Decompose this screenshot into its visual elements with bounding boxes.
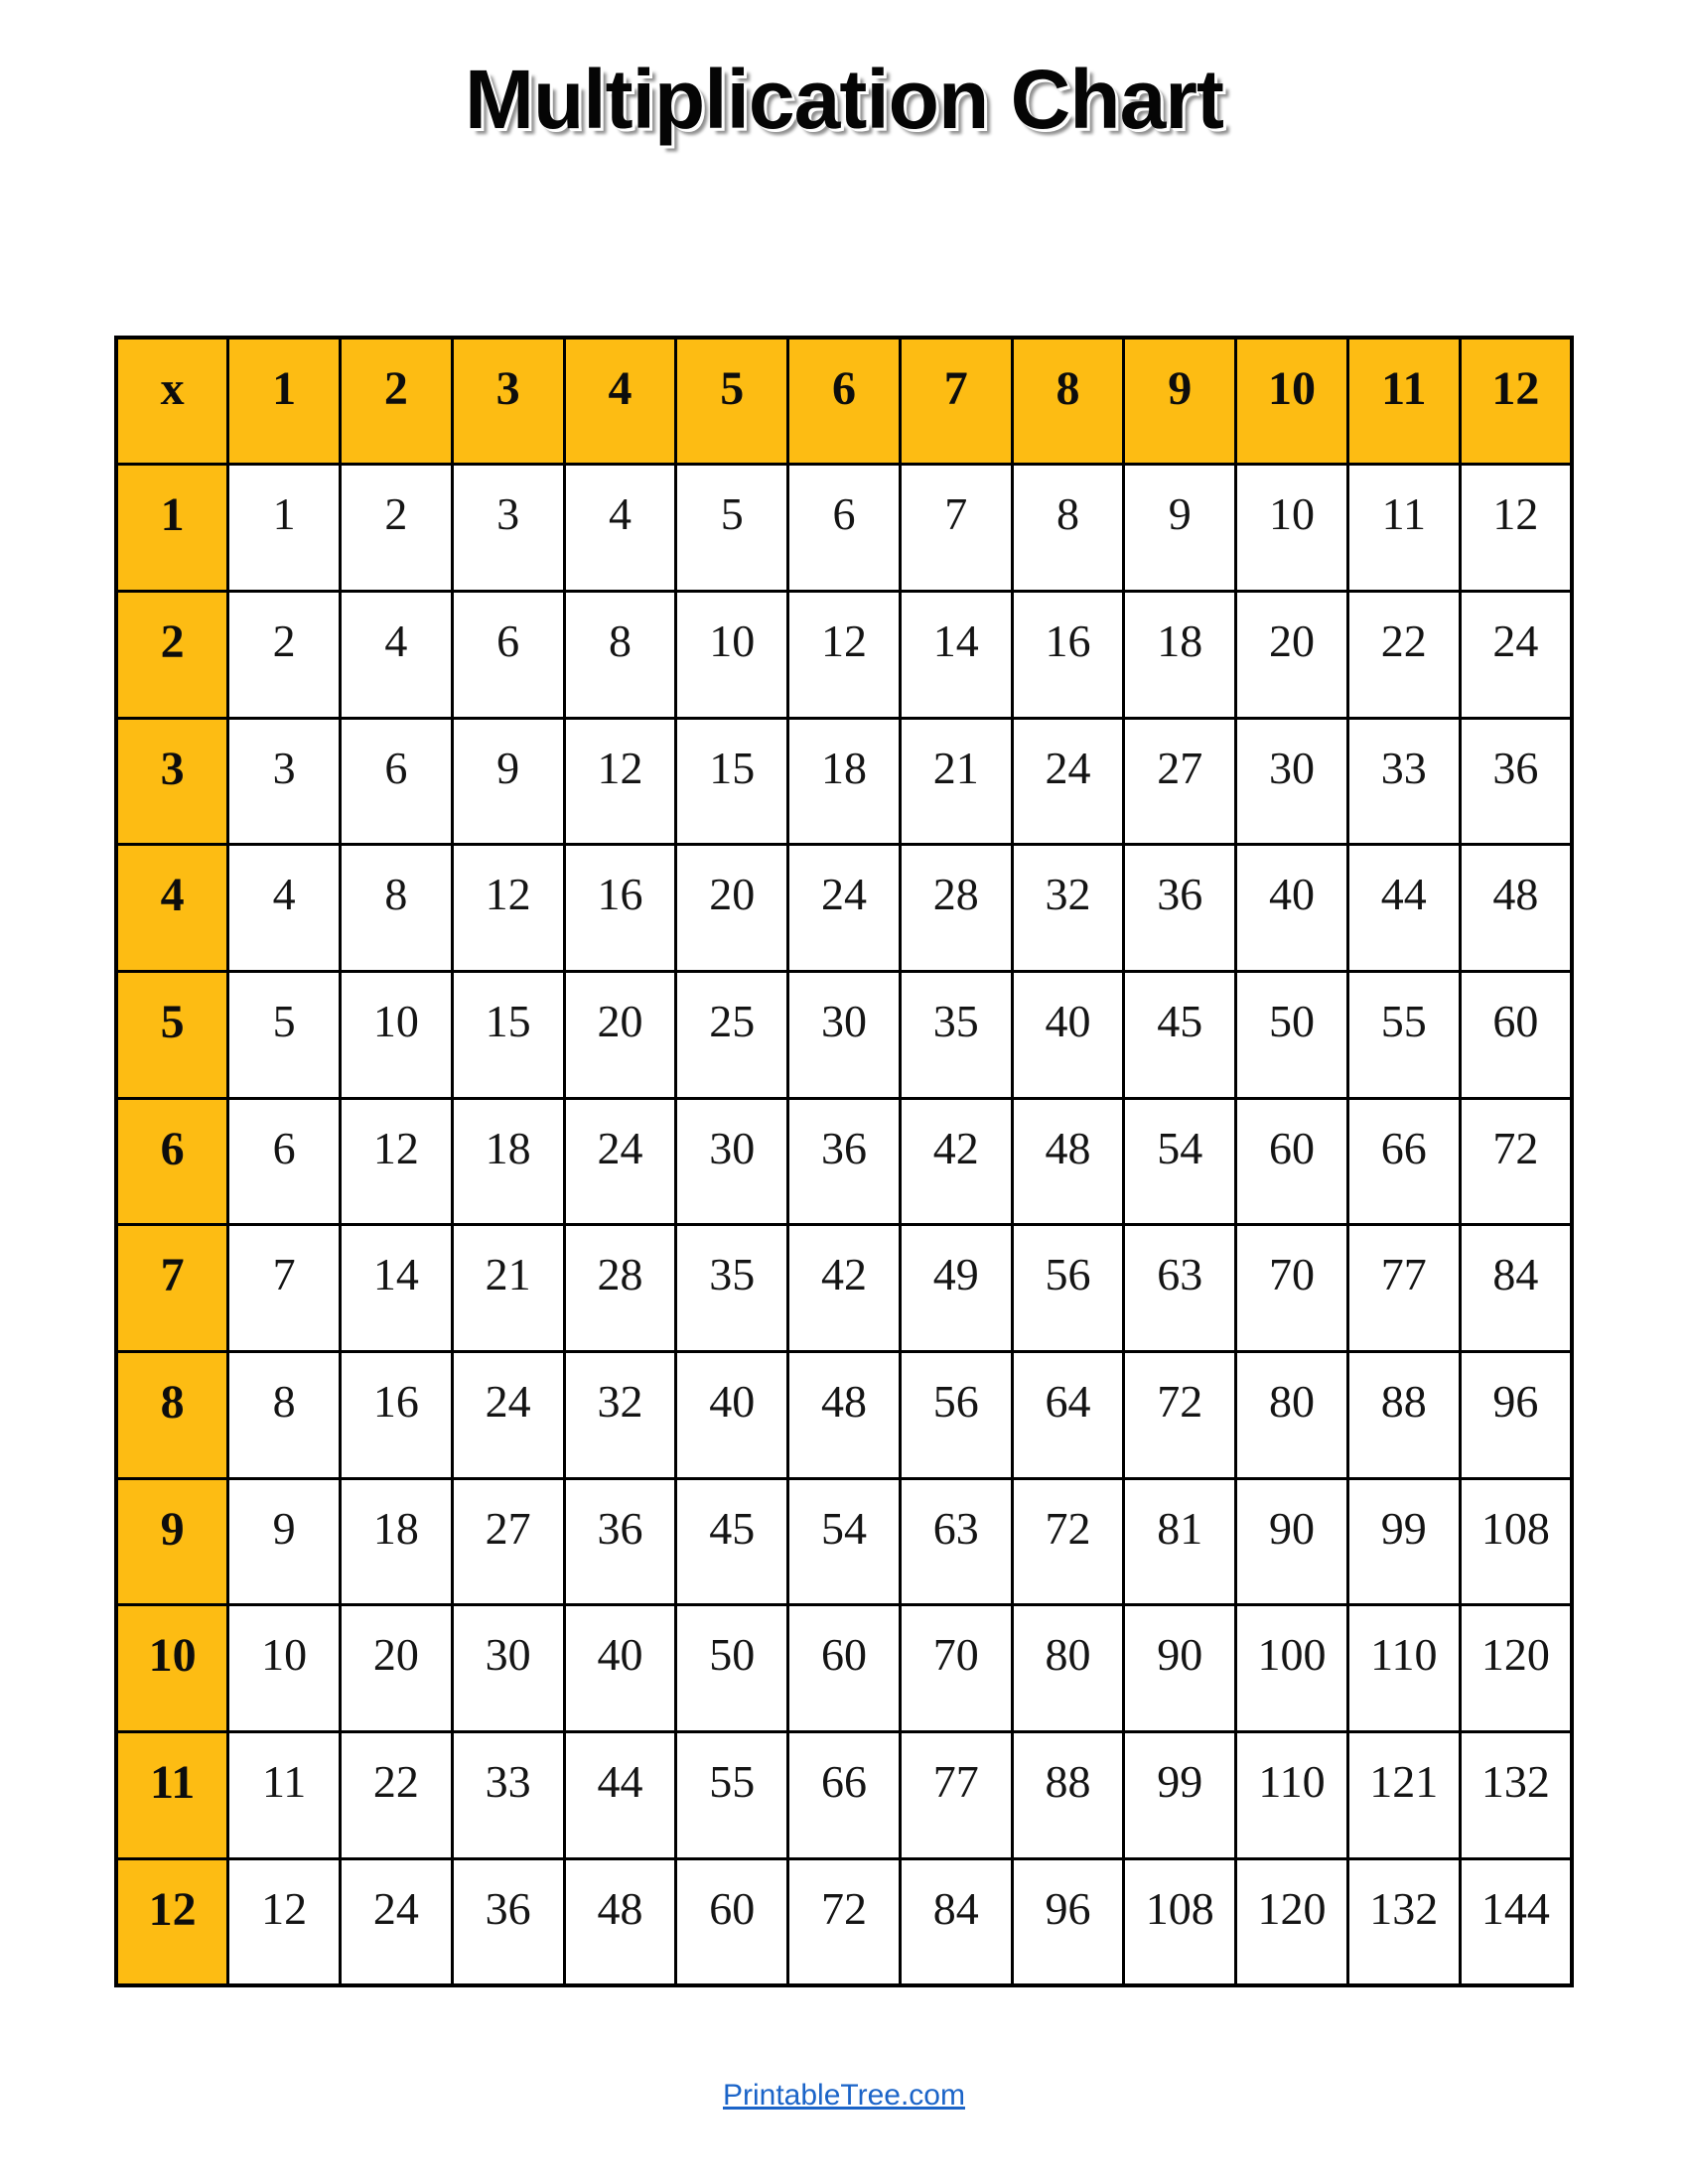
- product-cell: 12: [228, 1858, 341, 1985]
- product-cell: 11: [228, 1732, 341, 1859]
- product-cell: 36: [1460, 718, 1572, 845]
- product-cell: 44: [1347, 845, 1460, 972]
- table-row: [116, 1858, 1572, 1985]
- product-cell: 9: [452, 718, 564, 845]
- product-cell: 25: [676, 971, 788, 1098]
- product-cell: 24: [452, 1352, 564, 1479]
- product-cell: 30: [1236, 718, 1348, 845]
- table-row: [116, 971, 1572, 1098]
- product-cell: 63: [1124, 1225, 1236, 1352]
- product-cell: 77: [1347, 1225, 1460, 1352]
- printabletree-link[interactable]: PrintableTree.com: [723, 2079, 965, 2112]
- product-cell: 36: [452, 1858, 564, 1985]
- table-row: [116, 1478, 1572, 1605]
- product-cell: 8: [564, 591, 676, 718]
- product-cell: 12: [564, 718, 676, 845]
- product-cell: 20: [564, 971, 676, 1098]
- product-cell: 33: [452, 1732, 564, 1859]
- product-cell: 72: [1460, 1098, 1572, 1225]
- product-cell: 10: [341, 971, 453, 1098]
- table-row: [116, 465, 1572, 592]
- product-cell: 108: [1460, 1478, 1572, 1605]
- product-cell: 70: [900, 1605, 1012, 1732]
- product-cell: 42: [788, 1225, 901, 1352]
- product-cell: 36: [564, 1478, 676, 1605]
- product-cell: 8: [228, 1352, 341, 1479]
- product-cell: 32: [564, 1352, 676, 1479]
- product-cell: 36: [1124, 845, 1236, 972]
- product-cell: 48: [564, 1858, 676, 1985]
- column-header-cell: 7: [900, 338, 1012, 465]
- product-cell: 66: [788, 1732, 901, 1859]
- product-cell: 21: [452, 1225, 564, 1352]
- row-header-cell: 7: [116, 1225, 228, 1352]
- product-cell: 20: [341, 1605, 453, 1732]
- column-header-cell: 8: [1012, 338, 1124, 465]
- product-cell: 10: [228, 1605, 341, 1732]
- product-cell: 49: [900, 1225, 1012, 1352]
- product-cell: 10: [1236, 465, 1348, 592]
- product-cell: 40: [1012, 971, 1124, 1098]
- product-cell: 8: [341, 845, 453, 972]
- product-cell: 20: [676, 845, 788, 972]
- product-cell: 40: [676, 1352, 788, 1479]
- product-cell: 16: [341, 1352, 453, 1479]
- product-cell: 60: [676, 1858, 788, 1985]
- product-cell: 22: [1347, 591, 1460, 718]
- table-row: [116, 591, 1572, 718]
- product-cell: 6: [452, 591, 564, 718]
- product-cell: 3: [452, 465, 564, 592]
- product-cell: 12: [452, 845, 564, 972]
- product-cell: 8: [1012, 465, 1124, 592]
- product-cell: 12: [788, 591, 901, 718]
- row-header-cell: 4: [116, 845, 228, 972]
- column-header-cell: 1: [228, 338, 341, 465]
- product-cell: 24: [1460, 591, 1572, 718]
- product-cell: 64: [1012, 1352, 1124, 1479]
- column-header-cell: 9: [1124, 338, 1236, 465]
- row-header-cell: 5: [116, 971, 228, 1098]
- table-row: [116, 1732, 1572, 1859]
- product-cell: 15: [676, 718, 788, 845]
- product-cell: 33: [1347, 718, 1460, 845]
- multiplication-table-body: [116, 338, 1572, 1985]
- product-cell: 4: [228, 845, 341, 972]
- product-cell: 60: [1460, 971, 1572, 1098]
- product-cell: 14: [900, 591, 1012, 718]
- product-cell: 6: [788, 465, 901, 592]
- product-cell: 24: [1012, 718, 1124, 845]
- product-cell: 20: [1236, 591, 1348, 718]
- product-cell: 63: [900, 1478, 1012, 1605]
- product-cell: 77: [900, 1732, 1012, 1859]
- product-cell: 60: [788, 1605, 901, 1732]
- footer: [0, 2079, 1688, 2113]
- product-cell: 96: [1012, 1858, 1124, 1985]
- product-cell: 4: [564, 465, 676, 592]
- table-row: [116, 718, 1572, 845]
- product-cell: 4: [341, 591, 453, 718]
- product-cell: 22: [341, 1732, 453, 1859]
- column-header-cell: 11: [1347, 338, 1460, 465]
- product-cell: 15: [452, 971, 564, 1098]
- product-cell: 99: [1347, 1478, 1460, 1605]
- product-cell: 54: [1124, 1098, 1236, 1225]
- product-cell: 42: [900, 1098, 1012, 1225]
- table-row: [116, 1098, 1572, 1225]
- product-cell: 120: [1236, 1858, 1348, 1985]
- product-cell: 18: [1124, 591, 1236, 718]
- product-cell: 48: [1012, 1098, 1124, 1225]
- table-row: [116, 1225, 1572, 1352]
- column-header-cell: 10: [1236, 338, 1348, 465]
- product-cell: 9: [1124, 465, 1236, 592]
- product-cell: 108: [1124, 1858, 1236, 1985]
- row-header-cell: 3: [116, 718, 228, 845]
- product-cell: 60: [1236, 1098, 1348, 1225]
- column-header-cell: 5: [676, 338, 788, 465]
- table-row: [116, 1352, 1572, 1479]
- product-cell: 110: [1347, 1605, 1460, 1732]
- product-cell: 40: [564, 1605, 676, 1732]
- product-cell: 30: [788, 971, 901, 1098]
- product-cell: 88: [1012, 1732, 1124, 1859]
- product-cell: 120: [1460, 1605, 1572, 1732]
- product-cell: 88: [1347, 1352, 1460, 1479]
- product-cell: 56: [1012, 1225, 1124, 1352]
- product-cell: 2: [341, 465, 453, 592]
- row-header-cell: 9: [116, 1478, 228, 1605]
- column-header-cell: 4: [564, 338, 676, 465]
- product-cell: 54: [788, 1478, 901, 1605]
- product-cell: 12: [1460, 465, 1572, 592]
- product-cell: 24: [341, 1858, 453, 1985]
- product-cell: 18: [341, 1478, 453, 1605]
- product-cell: 16: [564, 845, 676, 972]
- product-cell: 35: [676, 1225, 788, 1352]
- row-header-cell: 10: [116, 1605, 228, 1732]
- product-cell: 81: [1124, 1478, 1236, 1605]
- product-cell: 9: [228, 1478, 341, 1605]
- product-cell: 32: [1012, 845, 1124, 972]
- table-header-row: [116, 338, 1572, 465]
- product-cell: 72: [1124, 1352, 1236, 1479]
- product-cell: 44: [564, 1732, 676, 1859]
- product-cell: 80: [1012, 1605, 1124, 1732]
- product-cell: 84: [900, 1858, 1012, 1985]
- product-cell: 21: [900, 718, 1012, 845]
- product-cell: 16: [1012, 591, 1124, 718]
- product-cell: 96: [1460, 1352, 1572, 1479]
- product-cell: 45: [676, 1478, 788, 1605]
- row-header-cell: 1: [116, 465, 228, 592]
- product-cell: 35: [900, 971, 1012, 1098]
- row-header-cell: 11: [116, 1732, 228, 1859]
- product-cell: 90: [1236, 1478, 1348, 1605]
- table-row: [116, 845, 1572, 972]
- product-cell: 70: [1236, 1225, 1348, 1352]
- product-cell: 36: [788, 1098, 901, 1225]
- product-cell: 84: [1460, 1225, 1572, 1352]
- product-cell: 45: [1124, 971, 1236, 1098]
- product-cell: 27: [452, 1478, 564, 1605]
- product-cell: 48: [1460, 845, 1572, 972]
- row-header-cell: 12: [116, 1858, 228, 1985]
- product-cell: 28: [564, 1225, 676, 1352]
- product-cell: 27: [1124, 718, 1236, 845]
- product-cell: 66: [1347, 1098, 1460, 1225]
- product-cell: 24: [788, 845, 901, 972]
- table-row: [116, 1605, 1572, 1732]
- product-cell: 132: [1460, 1732, 1572, 1859]
- product-cell: 48: [788, 1352, 901, 1479]
- product-cell: 50: [676, 1605, 788, 1732]
- product-cell: 72: [1012, 1478, 1124, 1605]
- multiplication-table: [114, 336, 1574, 1987]
- product-cell: 40: [1236, 845, 1348, 972]
- product-cell: 3: [228, 718, 341, 845]
- product-cell: 144: [1460, 1858, 1572, 1985]
- product-cell: 30: [452, 1605, 564, 1732]
- product-cell: 11: [1347, 465, 1460, 592]
- row-header-cell: 6: [116, 1098, 228, 1225]
- product-cell: 1: [228, 465, 341, 592]
- product-cell: 2: [228, 591, 341, 718]
- product-cell: 6: [228, 1098, 341, 1225]
- page-title: Multiplication Chart: [465, 53, 1223, 146]
- column-header-cell: 2: [341, 338, 453, 465]
- product-cell: 7: [900, 465, 1012, 592]
- row-header-cell: 2: [116, 591, 228, 718]
- column-header-cell: 6: [788, 338, 901, 465]
- product-cell: 132: [1347, 1858, 1460, 1985]
- product-cell: 72: [788, 1858, 901, 1985]
- row-header-cell: 8: [116, 1352, 228, 1479]
- product-cell: 30: [676, 1098, 788, 1225]
- product-cell: 6: [341, 718, 453, 845]
- product-cell: 12: [341, 1098, 453, 1225]
- product-cell: 110: [1236, 1732, 1348, 1859]
- product-cell: 14: [341, 1225, 453, 1352]
- product-cell: 55: [676, 1732, 788, 1859]
- multiplication-table-container: [114, 336, 1574, 1987]
- product-cell: 18: [788, 718, 901, 845]
- product-cell: 50: [1236, 971, 1348, 1098]
- product-cell: 5: [228, 971, 341, 1098]
- product-cell: 28: [900, 845, 1012, 972]
- column-header-cell: 12: [1460, 338, 1572, 465]
- product-cell: 55: [1347, 971, 1460, 1098]
- corner-cell: x: [116, 338, 228, 465]
- product-cell: 24: [564, 1098, 676, 1225]
- product-cell: 18: [452, 1098, 564, 1225]
- product-cell: 7: [228, 1225, 341, 1352]
- product-cell: 121: [1347, 1732, 1460, 1859]
- product-cell: 100: [1236, 1605, 1348, 1732]
- column-header-cell: 3: [452, 338, 564, 465]
- product-cell: 56: [900, 1352, 1012, 1479]
- product-cell: 99: [1124, 1732, 1236, 1859]
- product-cell: 90: [1124, 1605, 1236, 1732]
- product-cell: 5: [676, 465, 788, 592]
- product-cell: 80: [1236, 1352, 1348, 1479]
- product-cell: 10: [676, 591, 788, 718]
